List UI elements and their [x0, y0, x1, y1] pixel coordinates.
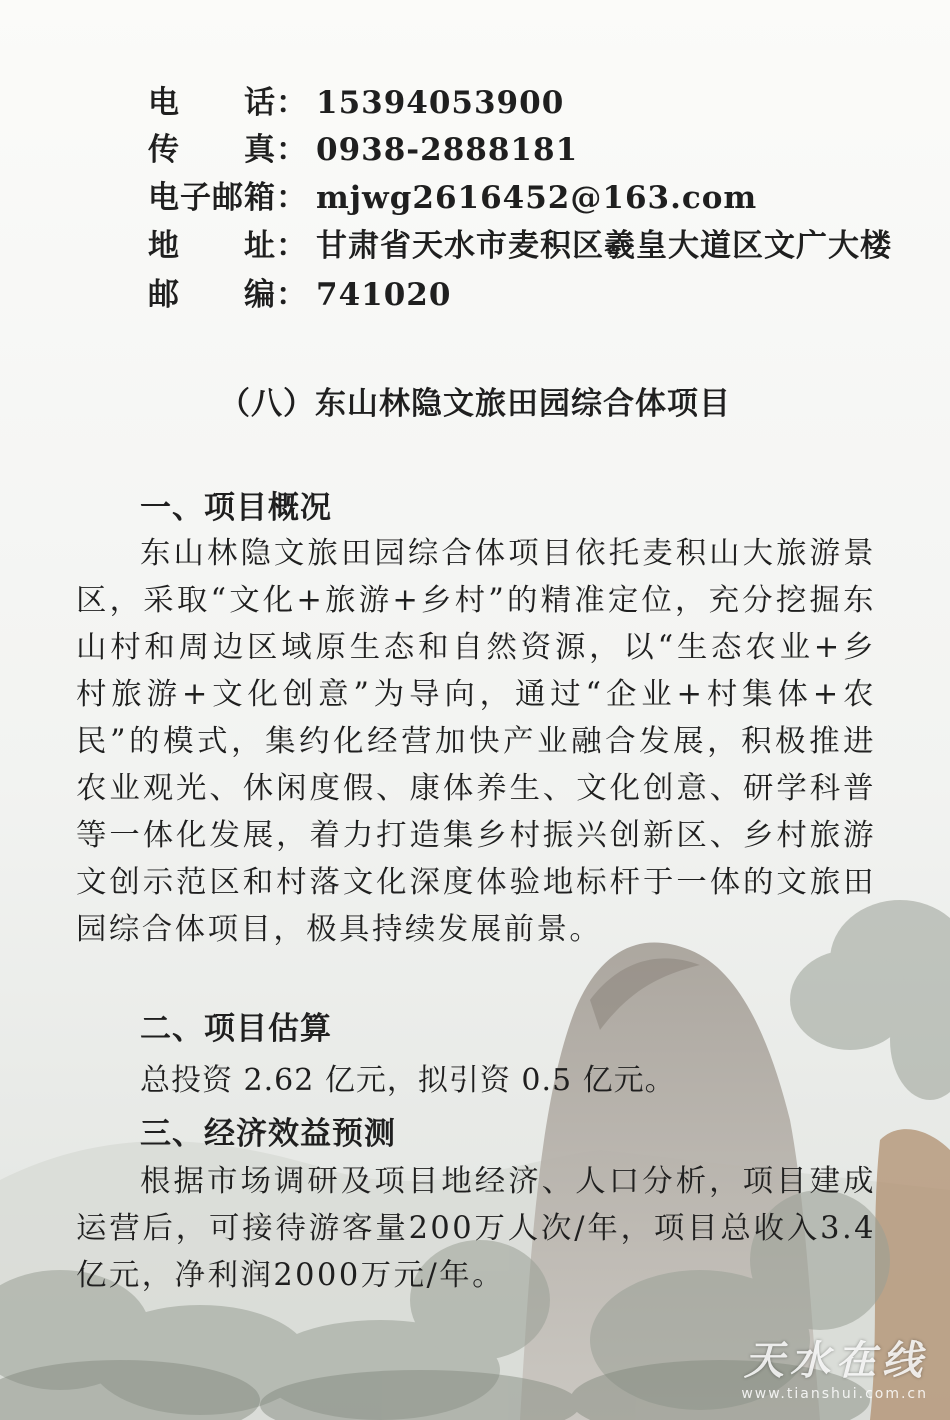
- contact-fax-row: [148, 127, 578, 173]
- address-value: 甘肃省天水市麦积区羲皇大道区文广大楼: [316, 228, 892, 264]
- estimate-heading: 二、项目估算: [140, 1011, 332, 1047]
- phone-value: 15394053900: [316, 85, 565, 121]
- benefit-heading: 三、经济效益预测: [140, 1116, 396, 1152]
- email-label: 电子邮箱：: [148, 180, 308, 216]
- site-watermark: [741, 1329, 928, 1402]
- watermark-logo: 天水在线: [744, 1338, 928, 1384]
- overview-heading: 一、项目概况: [140, 490, 332, 526]
- fax-label: 传 真：: [148, 132, 308, 168]
- overview-paragraph: 东山林隐文旅田园综合体项目依托麦积山大旅游景区，采取“文化+旅游+乡村”的精准定位，充分挖掘东山村和周边区域原生态和自然资源，以“生态农业+乡村旅游+文化创意”为导向，通过“企业+村集体+农民”的模式，集约化经营加快产业融合发展，积极推进农业观光、休闲度假、康体养生、文化创意、研学科普等一体化发展，着力打造集乡村振兴创新区、乡村旅游文创示范区和村落文化深度体验地标杆于一体的文旅田园综合体项目，极具持续发展前景。: [76, 536, 876, 947]
- postcode-label: 邮 编：: [148, 277, 308, 313]
- address-label: 地 址：: [148, 228, 308, 264]
- contact-phone-row: [148, 80, 564, 126]
- phone-label: 电 话：: [148, 85, 308, 121]
- project-title: （八）东山林隐文旅田园综合体项目: [219, 386, 731, 422]
- contact-address-row: [148, 223, 892, 269]
- benefit-paragraph: 根据市场调研及项目地经济、人口分析，项目建成运营后，可接待游客量200万人次/年，项目总收入3.4亿元，净利润2000万元/年。: [76, 1164, 876, 1293]
- estimate-paragraph: 总投资 2.62 亿元，拟引资 0.5 亿元。: [140, 1063, 676, 1098]
- contact-postcode-row: [148, 272, 451, 318]
- postcode-value: 741020: [316, 277, 452, 313]
- watermark-url: www.tianshui.com.cn: [741, 1386, 928, 1402]
- email-value: mjwg2616452@163.com: [316, 180, 758, 216]
- fax-value: 0938-2888181: [316, 132, 579, 168]
- contact-email-row: [148, 175, 757, 221]
